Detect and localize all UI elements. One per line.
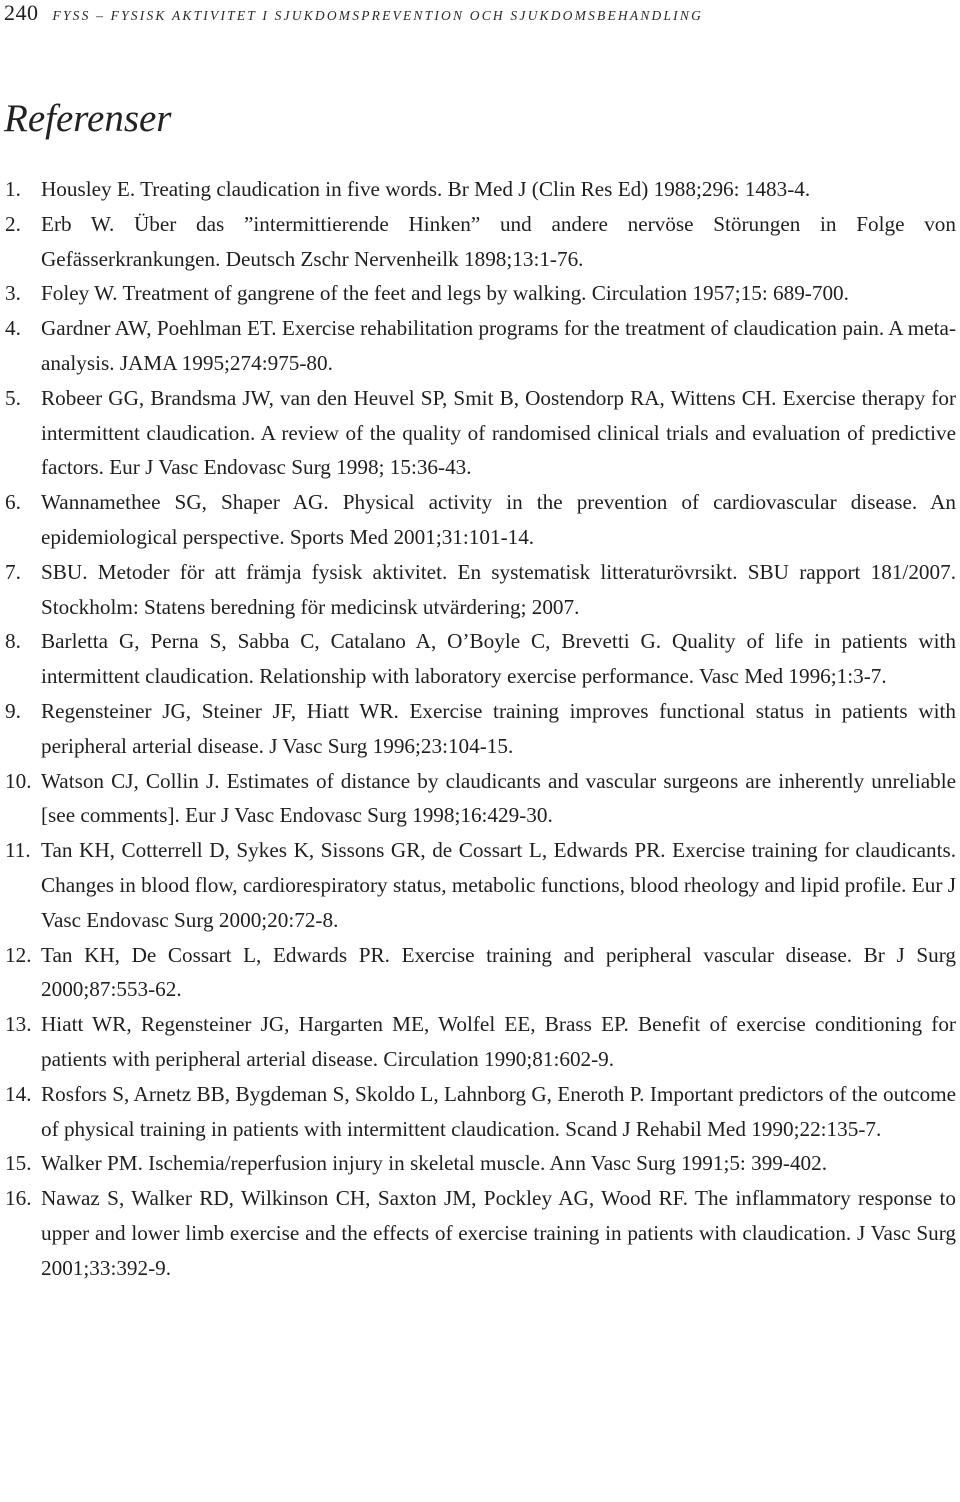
reference-number: 2. xyxy=(5,211,21,236)
reference-item xyxy=(0,1077,956,1147)
reference-text: Housley E. Treating claudication in five words. Br Med J (Clin Res Ed) 1988;296: 1483-4. xyxy=(41,177,811,201)
reference-number: 13. xyxy=(5,1012,32,1037)
reference-list xyxy=(0,172,956,1286)
reference-item xyxy=(0,624,956,694)
reference-number: 3. xyxy=(5,281,21,306)
reference-text: SBU. Metoder för att främja fysisk aktivitet. En systematisk litteraturövrsikt. SBU rapport 181/2007. Stockholm: Statens beredning för medicinsk utvärdering; 2007. xyxy=(41,559,956,619)
reference-number: 9. xyxy=(5,698,21,723)
reference-item xyxy=(0,938,956,1008)
reference-text: Watson CJ, Collin J. Estimates of distance by claudicants and vascular surgeons are inherently unreliable [see comments]. Eur J Vasc Endovasc Surg 1998;16:429-30. xyxy=(41,768,956,828)
reference-item xyxy=(0,172,956,207)
reference-item xyxy=(0,485,956,555)
reference-item xyxy=(0,1007,956,1077)
reference-item xyxy=(0,1146,956,1181)
reference-text: Regensteiner JG, Steiner JF, Hiatt WR. Exercise training improves functional status in patients with peripheral arterial disease. J Vasc Surg 1996;23:104-15. xyxy=(41,698,956,758)
reference-number: 16. xyxy=(5,1186,32,1211)
reference-number: 14. xyxy=(5,1081,32,1106)
reference-item xyxy=(0,381,956,485)
reference-text: Foley W. Treatment of gangrene of the feet and legs by walking. Circulation 1957;15: 689-700. xyxy=(41,281,849,306)
reference-text: Gardner AW, Poehlman ET. Exercise rehabilitation programs for the treatment of claudication pain. A meta-analysis. JAMA 1995;274:975-80. xyxy=(41,316,956,375)
running-title: FYSS – FYSISK AKTIVITET I SJUKDOMSPREVENTION OCH SJUKDOMSBEHANDLING xyxy=(52,8,704,23)
reference-number: 4. xyxy=(5,316,21,341)
reference-text: Tan KH, Cotterrell D, Sykes K, Sissons GR, de Cossart L, Edwards PR. Exercise training for claudicants. Changes in blood flow, cardiorespiratory status, metabolic functions, blood rheology and lipid profile. Eur J Vasc Endovasc Surg 2000;20:72-8. xyxy=(41,838,956,932)
running-header xyxy=(4,0,703,24)
reference-text: Rosfors S, Arnetz BB, Bygdeman S, Skoldo L, Lahnborg G, Eneroth P. Important predictors of the outcome of physical training in patients with intermittent claudication. Scand J Rehabil Med 1990;22:135-7. xyxy=(41,1081,956,1141)
reference-item xyxy=(0,833,956,937)
reference-number: 8. xyxy=(5,629,21,654)
reference-number: 5. xyxy=(5,385,21,410)
reference-number: 12. xyxy=(5,942,32,967)
reference-number: 15. xyxy=(5,1151,32,1176)
reference-text: Hiatt WR, Regensteiner JG, Hargarten ME, Wolfel EE, Brass EP. Benefit of exercise conditioning for patients with peripheral arterial disease. Circulation 1990;81:602-9. xyxy=(41,1012,956,1071)
reference-number: 11. xyxy=(5,838,31,863)
reference-item xyxy=(0,764,956,834)
reference-number: 6. xyxy=(5,490,21,515)
reference-number: 7. xyxy=(5,559,21,584)
reference-text: Wannamethee SG, Shaper AG. Physical activity in the prevention of cardiovascular disease. An epidemiological perspective. Sports Med 2001;31:101-14. xyxy=(41,490,956,549)
reference-text: Walker PM. Ischemia/reperfusion injury in skeletal muscle. Ann Vasc Surg 1991;5: 399-402. xyxy=(41,1151,828,1176)
reference-item xyxy=(0,207,956,277)
reference-item xyxy=(0,694,956,764)
page-number: 240 xyxy=(4,0,39,25)
reference-text: Robeer GG, Brandsma JW, van den Heuvel SP, Smit B, Oostendorp RA, Wittens CH. Exercise therapy for intermittent claudication. A review of the quality of randomised clinical trials and evaluation of predictive factors. Eur J Vasc Endovasc Surg 1998; 15:36-43. xyxy=(41,385,956,480)
reference-text: Nawaz S, Walker RD, Wilkinson CH, Saxton JM, Pockley AG, Wood RF. The inflammatory response to upper and lower limb exercise and the effects of exercise training in patients with claudication. J Vasc Surg 2001;33:392-9. xyxy=(41,1186,956,1280)
reference-text: Erb W. Über das ”intermittierende Hinken” und andere nervöse Störungen in Folge von Gefässerkrankungen. Deutsch Zschr Nervenheilk 1898;13:1-76. xyxy=(41,211,956,271)
reference-number: 10. xyxy=(5,768,32,793)
reference-text: Tan KH, De Cossart L, Edwards PR. Exercise training and peripheral vascular disease. Br J Surg 2000;87:553-62. xyxy=(41,942,956,1002)
section-title: Referenser xyxy=(4,97,172,140)
reference-text: Barletta G, Perna S, Sabba C, Catalano A, O’Boyle C, Brevetti G. Quality of life in patients with intermittent claudication. Relationship with laboratory exercise performance. Vasc Med 1996;1:3-7. xyxy=(41,629,956,689)
reference-item xyxy=(0,555,956,625)
reference-item xyxy=(0,1181,956,1285)
reference-number: 1. xyxy=(5,177,21,201)
reference-item xyxy=(0,276,956,311)
reference-item xyxy=(0,311,956,381)
